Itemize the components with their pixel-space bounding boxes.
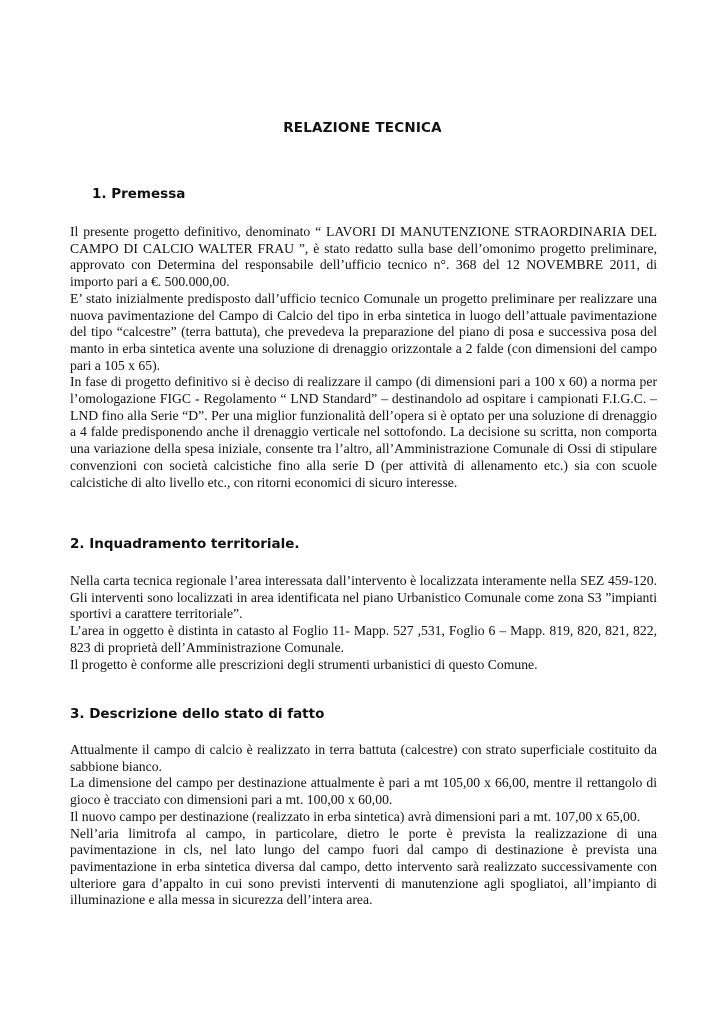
paragraph: Nell’aria limitrofa al campo, in particolare, dietro le porte è prevista la realizzazione di una pavimentazione in cls, nel lato lungo del campo fuori dal campo di destinazione è prevista una pavimentazione in erba sintetica diversa dal campo, detto intervento sarà realizzato successivamente con ulteriore gara d’appalto in cui sono previsti interventi di manutenzione agli spogliatoi, all’impianto di illuminazione e alla messa in sicurezza dell’intera area. bbox=[70, 825, 657, 908]
section-heading-stato-di-fatto: 3. Descrizione dello stato di fatto bbox=[70, 706, 325, 722]
section-body-premessa bbox=[70, 224, 657, 491]
paragraph: In fase di progetto definitivo si è deciso di realizzare il campo (di dimensioni pari a 100 x 60) a norma per l’omologazione FIGC - Regolamento “ LND Standard” – destinandolo ad ospitare i campionati F.I.G.C. – LND fino alla Serie “D”. Per una miglior funzionalità dell’opera si è optato per una soluzione di drenaggio a 4 falde predisponendo anche il drenaggio verticale nel sottofondo. La decisione su scritta, non comporta una variazione della spesa iniziale, consente tra l’altro, all’Amministrazione Comunale di Ossi di stipulare convenzioni con società calcistiche fino alla serie D (per attività di allenamento etc.) sia con scuole calcistiche di alto livello etc., con ritorni economici di sicuro interesse. bbox=[70, 374, 657, 490]
section-heading-premessa: 1. Premessa bbox=[92, 186, 186, 202]
paragraph: Attualmente il campo di calcio è realizzato in terra battuta (calcestre) con strato superficiale costituito da sabbione bianco. bbox=[70, 742, 657, 774]
paragraph: Il presente progetto definitivo, denominato “ LAVORI DI MANUTENZIONE STRAORDINARIA DEL CAMPO DI CALCIO WALTER FRAU ”, è stato redatto sulla base dell’omonimo progetto preliminare, approvato con Determina del responsabile dell’ufficio tecnico n°. 368 del 12 NOVEMBRE 2011, di importo pari a €. 500.000,00. bbox=[70, 224, 657, 290]
section-body-stato-di-fatto bbox=[70, 742, 657, 909]
paragraph: Nella carta tecnica regionale l’area interessata dall’intervento è localizzata interamente nella SEZ 459-120. Gli interventi sono localizzati in area identificata nel piano Urbanistico Comunale come zona S3 ”impianti sportivi a carattere territoriale”. bbox=[70, 573, 657, 622]
paragraph: Il progetto è conforme alle prescrizioni degli strumenti urbanistici di questo Comune. bbox=[70, 656, 538, 672]
paragraph: E’ stato inizialmente predisposto dall’ufficio tecnico Comunale un progetto preliminare per realizzare una nuova pavimentazione del Campo di Calcio del tipo in erba sintetica in luogo dell’attuale pavimentazione del tipo “calcestre” (terra battuta), che prevedeva la preparazione del piano di posa e successiva posa del manto in erba sintetica avente una soluzione di drenaggio orizzontale a 2 falde (con dimensioni del campo pari a 105 x 65). bbox=[70, 290, 657, 373]
section-body-inquadramento bbox=[70, 573, 657, 673]
paragraph: Il nuovo campo per destinazione (realizzato in erba sintetica) avrà dimensioni pari a mt. 107,00 x 65,00. bbox=[70, 808, 641, 824]
paragraph: La dimensione del campo per destinazione attualmente è pari a mt 105,00 x 66,00, mentre il rettangolo di gioco è tracciato con dimensioni pari a mt. 100,00 x 60,00. bbox=[70, 775, 657, 808]
paragraph: L’area in oggetto è distinta in catasto al Foglio 11- Mapp. 527 ,531, Foglio 6 – Mapp. 819, 820, 821, 822, 823 di proprietà dell’Amministrazione Comunale. bbox=[70, 623, 657, 655]
section-heading-inquadramento: 2. Inquadramento territoriale. bbox=[70, 536, 300, 552]
document-title: RELAZIONE TECNICA bbox=[283, 120, 442, 136]
